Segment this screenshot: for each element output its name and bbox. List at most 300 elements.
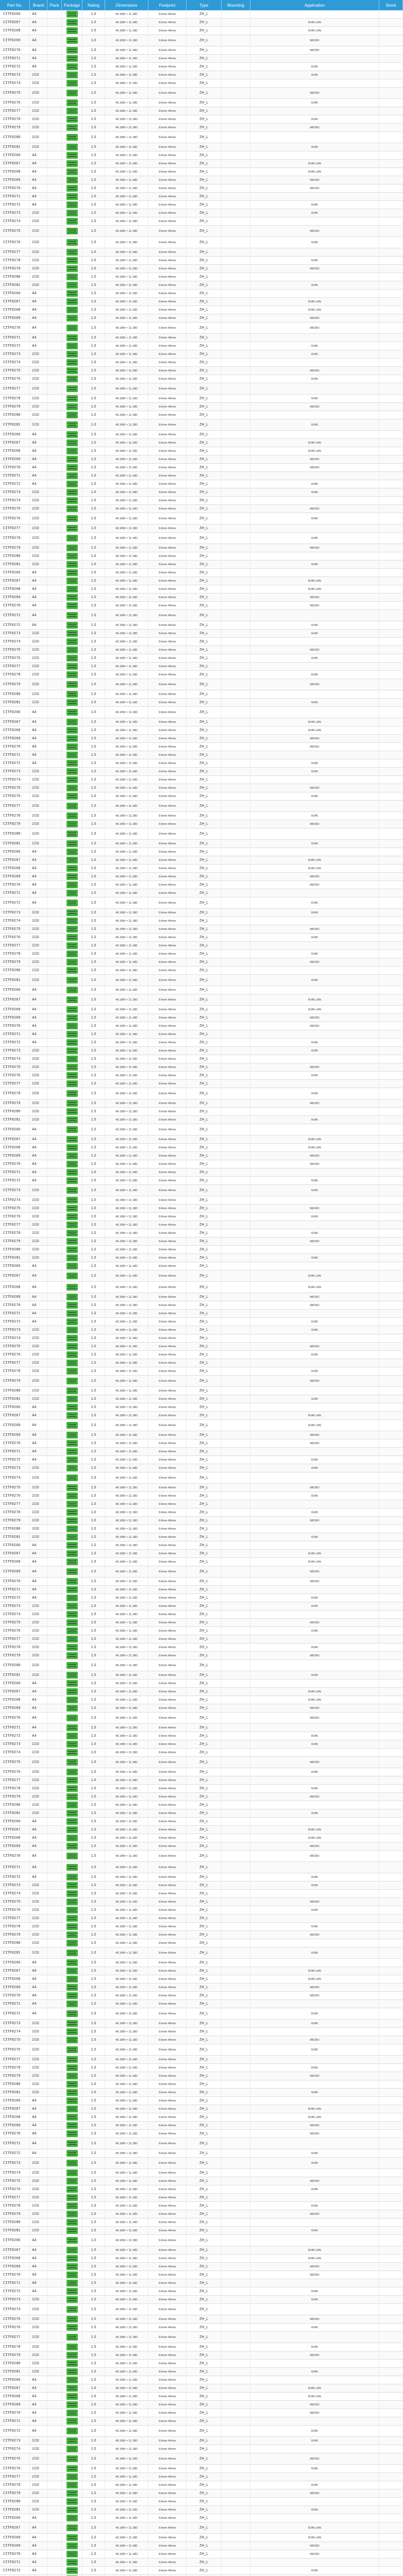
brand: 1/10: [30, 1509, 47, 1516]
type: ZH_L: [187, 1834, 222, 1842]
type: ZH_L: [187, 1749, 222, 1756]
footprint: 9.6mm 40mm: [148, 88, 187, 98]
part-no: CITF8271: [0, 1310, 30, 1317]
package-icon: [62, 1643, 82, 1651]
chip-package-icon: [66, 1475, 78, 1481]
part-no: CITF8271: [0, 2279, 30, 2287]
chip-package-icon: [66, 1749, 78, 1756]
rating: 1.0: [82, 306, 105, 314]
dimensions: 40.18W × 11.18D: [105, 1282, 148, 1293]
rating: 1.0: [82, 1420, 105, 1431]
application: RJ45: [250, 768, 379, 775]
chip-package-icon: [66, 1360, 78, 1366]
mounting: [222, 594, 250, 601]
footprint: 9.6mm 40mm: [148, 909, 187, 917]
part-no: CITF8274: [0, 638, 30, 646]
pack: [47, 257, 62, 264]
mounting: [222, 1351, 250, 1359]
part-no: CITF8267: [0, 19, 30, 26]
brand: 1/10: [30, 1768, 47, 1776]
pack: [47, 1318, 62, 1326]
table-row: [0, 743, 403, 751]
table-row: [0, 889, 403, 897]
type: ZH_L: [187, 909, 222, 917]
type: ZH_L: [187, 55, 222, 62]
application: MICRO: [250, 403, 379, 411]
brand: A4: [30, 726, 47, 734]
part-no: CITF8269: [0, 1431, 30, 1439]
application: MICRO: [250, 367, 379, 375]
brand: A4: [30, 1550, 47, 1557]
pack: [47, 873, 62, 880]
part-no: CITF8269: [0, 35, 30, 46]
rating: 1.0: [82, 552, 105, 560]
table-row: [0, 1464, 403, 1472]
mounting: [222, 2401, 250, 2409]
package-icon: [62, 690, 82, 698]
table-row: [0, 455, 403, 464]
brand: A4: [30, 472, 47, 480]
chip-package-icon: [66, 1907, 78, 1913]
application: RJ45: [250, 1072, 379, 1079]
type: ZH_L: [187, 1387, 222, 1395]
part-no: CITF8269: [0, 873, 30, 880]
footprint: 9.6mm 40mm: [148, 383, 187, 394]
stock: [379, 1343, 403, 1350]
package-icon: [62, 1749, 82, 1756]
pack: [47, 2343, 62, 2351]
package-icon: [62, 2304, 82, 2315]
stock: [379, 638, 403, 646]
pack: [47, 1834, 62, 1842]
brand: A4: [30, 314, 47, 322]
brand: 1/10: [30, 1072, 47, 1079]
package-icon: [62, 1080, 82, 1088]
brand: 1/10: [30, 2080, 47, 2088]
part-no: CITF8280: [0, 967, 30, 974]
type: ZH_L: [187, 594, 222, 601]
application: RJ45 LAN: [250, 856, 379, 864]
mounting: [222, 350, 250, 358]
stock: [379, 1116, 403, 1124]
table-row: [0, 2113, 403, 2122]
brand: A4: [30, 856, 47, 864]
package-icon: [62, 2263, 82, 2270]
chip-package-icon: [66, 2056, 78, 2063]
type: ZH_L: [187, 1923, 222, 1930]
package-icon: [62, 1359, 82, 1367]
dimensions: 40.18W × 11.18D: [105, 298, 148, 306]
footprint: 9.6mm 40mm: [148, 1144, 187, 1151]
application: MICRO: [250, 958, 379, 966]
mounting: [222, 1412, 250, 1419]
chip-package-icon: [66, 1126, 78, 1133]
pack: [47, 1047, 62, 1055]
stock: [379, 524, 403, 532]
dimensions: 40.18W × 11.18D: [105, 561, 148, 568]
chip-package-icon: [66, 1378, 78, 1384]
package-icon: [62, 630, 82, 637]
pack: [47, 2481, 62, 2489]
rating: 1.0: [82, 848, 105, 856]
brand: 1/10: [30, 350, 47, 358]
footprint: 9.6mm 40mm: [148, 2210, 187, 2218]
type: ZH_L: [187, 792, 222, 800]
pack: [47, 552, 62, 560]
part-no: CITF8266: [0, 986, 30, 994]
chip-package-icon: [66, 177, 78, 183]
chip-package-icon: [66, 1284, 78, 1291]
application: [250, 1959, 379, 1967]
chip-package-icon: [66, 11, 78, 18]
package-icon: [62, 184, 82, 192]
dimensions: 40.18W × 11.18D: [105, 1006, 148, 1013]
type: ZH_L: [187, 2324, 222, 2331]
chip-package-icon: [66, 1031, 78, 1038]
package-icon: [62, 1696, 82, 1704]
application: RJ45: [250, 1740, 379, 1748]
type: ZH_L: [187, 1072, 222, 1079]
part-no: CITF8268: [0, 27, 30, 35]
package-icon: [62, 671, 82, 679]
part-no: CITF8277: [0, 942, 30, 950]
part-no: CITF8279: [0, 679, 30, 690]
type: ZH_L: [187, 46, 222, 54]
chip-package-icon: [66, 2037, 78, 2043]
mounting: [222, 2522, 250, 2533]
table-row: [0, 1619, 403, 1627]
pack: [47, 1168, 62, 1176]
stock: [379, 1293, 403, 1301]
rating: 1.0: [82, 447, 105, 455]
package-icon: [62, 2567, 82, 2574]
part-no: CITF8279: [0, 2351, 30, 2359]
stock: [379, 383, 403, 394]
stock: [379, 2008, 403, 2019]
type: ZH_L: [187, 71, 222, 79]
stock: [379, 237, 403, 248]
pack: [47, 533, 62, 544]
brand: A4: [30, 1039, 47, 1046]
rating: 1.0: [82, 784, 105, 792]
brand: 1/10: [30, 2089, 47, 2096]
package-icon: [62, 1660, 82, 1671]
table-row: [0, 1525, 403, 1533]
type: ZH_L: [187, 1809, 222, 1817]
mounting: [222, 1439, 250, 1447]
rating: 1.0: [82, 209, 105, 217]
chip-package-icon: [66, 1611, 78, 1618]
pack: [47, 2426, 62, 2436]
part-no: CITF8267: [0, 2522, 30, 2533]
part-no: CITF8271: [0, 1448, 30, 1455]
chip-package-icon: [66, 1874, 78, 1880]
mounting: [222, 281, 250, 289]
mounting: [222, 663, 250, 670]
footprint: 9.6mm 40mm: [148, 958, 187, 966]
mounting: [222, 638, 250, 646]
package-icon: [62, 1030, 82, 1038]
part-no: CITF8281: [0, 2089, 30, 2096]
type: ZH_L: [187, 1464, 222, 1472]
type: ZH_L: [187, 1376, 222, 1386]
dimensions: 40.18W × 11.18D: [105, 2506, 148, 2514]
package-icon: [62, 2177, 82, 2185]
application: RJ45: [250, 1456, 379, 1464]
application: RJ45: [250, 1367, 379, 1375]
table-row: [0, 569, 403, 577]
footprint: 9.6mm 40mm: [148, 1108, 187, 1115]
part-no: CITF8268: [0, 585, 30, 593]
application: [250, 472, 379, 480]
stock: [379, 544, 403, 552]
application: [250, 1310, 379, 1317]
table-row: [0, 1975, 403, 1984]
chip-package-icon: [66, 1940, 78, 1946]
application: RJ45: [250, 1809, 379, 1817]
chip-package-icon: [66, 831, 78, 837]
footprint: 9.6mm 40mm: [148, 1282, 187, 1293]
package-icon: [62, 1586, 82, 1594]
footprint: 9.6mm 40mm: [148, 1431, 187, 1439]
table-row: [0, 792, 403, 801]
brand: 1/10: [30, 561, 47, 568]
table-row: [0, 2315, 403, 2324]
package-icon: [62, 455, 82, 463]
footprint: 9.6mm 40mm: [148, 2426, 187, 2436]
type: ZH_L: [187, 690, 222, 698]
table-row: [0, 812, 403, 820]
rating: 1.0: [82, 792, 105, 800]
pack: [47, 1500, 62, 1508]
application: RJ45: [250, 281, 379, 289]
table-row: [0, 1602, 403, 1611]
application: RJ45: [250, 2149, 379, 2157]
brand: A4: [30, 1282, 47, 1293]
stock: [379, 2351, 403, 2359]
chip-package-icon: [66, 1273, 78, 1279]
application: MICRO: [250, 1439, 379, 1447]
part-no: CITF8270: [0, 1992, 30, 1999]
brand: A4: [30, 2417, 47, 2425]
type: ZH_L: [187, 411, 222, 419]
brand: A4: [30, 431, 47, 438]
stock: [379, 306, 403, 314]
brand: A4: [30, 342, 47, 350]
application: RJ45 LAN: [250, 447, 379, 455]
mounting: [222, 1254, 250, 1262]
stock: [379, 1931, 403, 1939]
part-no: CITF8271: [0, 610, 30, 621]
table-row: [0, 1492, 403, 1500]
chip-package-icon: [66, 1327, 78, 1333]
dimensions: 40.18W × 11.18D: [105, 2514, 148, 2522]
chip-package-icon: [66, 681, 78, 688]
part-no: CITF8278: [0, 2481, 30, 2489]
table-row: [0, 865, 403, 873]
rating: 1.0: [82, 273, 105, 281]
rating: 1.0: [82, 160, 105, 167]
package-icon: [62, 513, 82, 524]
rating: 1.0: [82, 1152, 105, 1160]
type: ZH_L: [187, 2028, 222, 2036]
table-row: [0, 1776, 403, 1785]
dimensions: 40.18W × 11.18D: [105, 1793, 148, 1801]
brand: 1/10: [30, 917, 47, 925]
type: ZH_L: [187, 513, 222, 524]
stock: [379, 1704, 403, 1712]
dimensions: 40.18W × 11.18D: [105, 671, 148, 679]
part-no: CITF8270: [0, 602, 30, 609]
package-icon: [62, 1116, 82, 1124]
stock: [379, 2542, 403, 2550]
rating: 1.0: [82, 513, 105, 524]
package-icon: [62, 856, 82, 864]
stock: [379, 1144, 403, 1151]
stock: [379, 2489, 403, 2497]
package-icon: [62, 792, 82, 800]
part-no: CITF8278: [0, 257, 30, 264]
package-icon: [62, 1627, 82, 1635]
application: MICRO: [250, 2542, 379, 2550]
brand: A4: [30, 735, 47, 742]
table-row: [0, 403, 403, 411]
package-icon: [62, 897, 82, 908]
dimensions: 40.18W × 11.18D: [105, 2227, 148, 2234]
dimensions: 40.18W × 11.18D: [105, 184, 148, 192]
chip-package-icon: [66, 2316, 78, 2323]
chip-package-icon: [66, 1826, 78, 1833]
dimensions: 40.18W × 11.18D: [105, 718, 148, 726]
rating: 1.0: [82, 1387, 105, 1395]
part-no: CITF8268: [0, 726, 30, 734]
dimensions: 40.18W × 11.18D: [105, 1809, 148, 1817]
package-icon: [62, 950, 82, 958]
application: MICRO: [250, 1160, 379, 1168]
package-icon: [62, 1757, 82, 1768]
type: ZH_L: [187, 1525, 222, 1533]
part-no: CITF8269: [0, 1984, 30, 1991]
stock: [379, 958, 403, 966]
table-row: [0, 2393, 403, 2401]
rating: 1.0: [82, 2064, 105, 2072]
brand: A4: [30, 848, 47, 856]
part-no: CITF8277: [0, 1914, 30, 1922]
footprint: 9.6mm 40mm: [148, 265, 187, 273]
part-no: CITF8278: [0, 1088, 30, 1099]
rating: 1.0: [82, 2351, 105, 2359]
pack: [47, 1826, 62, 1834]
pack: [47, 1301, 62, 1309]
brand: 1/10: [30, 2324, 47, 2331]
chip-package-icon: [66, 768, 78, 775]
stock: [379, 1914, 403, 1922]
table-row: [0, 638, 403, 646]
type: ZH_L: [187, 342, 222, 350]
mounting: [222, 934, 250, 941]
footprint: 9.6mm 40mm: [148, 792, 187, 800]
mounting: [222, 751, 250, 759]
part-no: CITF8270: [0, 464, 30, 471]
pack: [47, 1367, 62, 1375]
part-no: CITF8268: [0, 168, 30, 176]
dimensions: 40.18W × 11.18D: [105, 1509, 148, 1516]
rating: 1.0: [82, 2255, 105, 2262]
dimensions: 40.18W × 11.18D: [105, 2177, 148, 2185]
stock: [379, 2177, 403, 2185]
table-row: [0, 1099, 403, 1108]
application: RJ45 LAN: [250, 1006, 379, 1013]
stock: [379, 505, 403, 513]
footprint: 9.6mm 40mm: [148, 1412, 187, 1419]
dimensions: 40.18W × 11.18D: [105, 306, 148, 314]
brand: 1/10: [30, 1238, 47, 1245]
pack: [47, 2210, 62, 2218]
part-no: CITF8281: [0, 143, 30, 151]
type: ZH_L: [187, 994, 222, 1005]
package-icon: [62, 1464, 82, 1472]
stock: [379, 1732, 403, 1740]
stock: [379, 248, 403, 256]
type: ZH_L: [187, 281, 222, 289]
type: ZH_L: [187, 621, 222, 629]
rating: 1.0: [82, 1688, 105, 1696]
package-icon: [62, 1221, 82, 1229]
pack: [47, 594, 62, 601]
mounting: [222, 1039, 250, 1046]
pack: [47, 950, 62, 958]
type: ZH_L: [187, 1221, 222, 1229]
footprint: 9.6mm 40mm: [148, 1047, 187, 1055]
package-icon: [62, 403, 82, 411]
stock: [379, 2194, 403, 2201]
stock: [379, 1448, 403, 1455]
application: RJ45: [250, 2158, 379, 2168]
footprint: 9.6mm 40mm: [148, 1185, 187, 1196]
application: RJ45 LAN: [250, 27, 379, 35]
part-no: CITF8273: [0, 1326, 30, 1334]
rating: 1.0: [82, 1464, 105, 1472]
pack: [47, 2332, 62, 2343]
rating: 1.0: [82, 1484, 105, 1492]
pack: [47, 27, 62, 35]
pack: [47, 1334, 62, 1342]
table-row: [0, 2185, 403, 2194]
dimensions: 40.18W × 11.18D: [105, 751, 148, 759]
table-row: [0, 1080, 403, 1088]
application: MICRO: [250, 1238, 379, 1245]
mounting: [222, 1873, 250, 1881]
application: MICRO: [250, 544, 379, 552]
package-icon: [62, 2227, 82, 2234]
pack: [47, 735, 62, 742]
type: ZH_L: [187, 1420, 222, 1431]
brand: A4: [30, 1030, 47, 1038]
dimensions: 40.18W × 11.18D: [105, 1136, 148, 1143]
chip-package-icon: [66, 1568, 78, 1575]
chip-package-icon: [66, 1263, 78, 1269]
brand: 1/10: [30, 497, 47, 504]
brand: 1/10: [30, 395, 47, 402]
dimensions: 40.18W × 11.18D: [105, 2550, 148, 2558]
package-icon: [62, 1975, 82, 1983]
mounting: [222, 1088, 250, 1099]
type: ZH_L: [187, 2177, 222, 2185]
mounting: [222, 958, 250, 966]
chip-package-icon: [66, 900, 78, 906]
rating: 1.0: [82, 2138, 105, 2149]
application: RJ45 LAN: [250, 1270, 379, 1281]
